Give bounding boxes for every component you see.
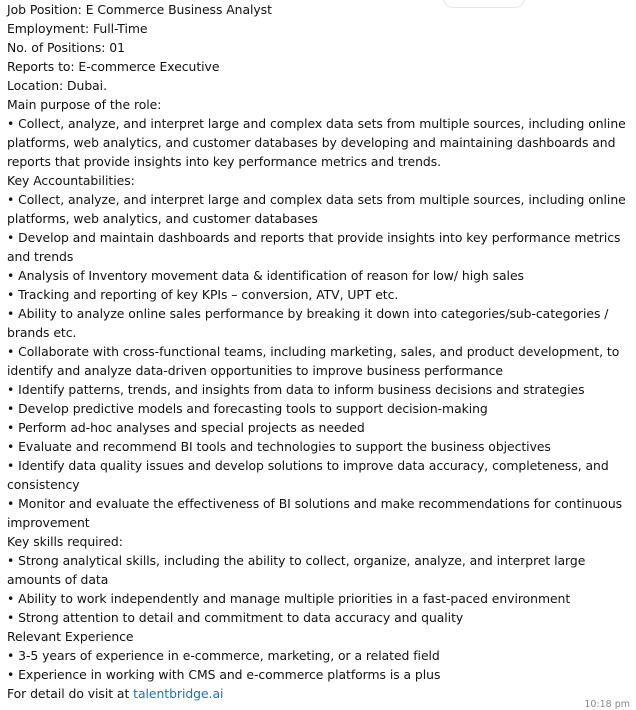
footer-prefix: For detail do visit at (7, 686, 134, 701)
footer-line (7, 684, 632, 703)
message-line: Reports to: E-commerce Executive (7, 59, 220, 74)
message-line: identify and analyze data-driven opportunities to improve business performance (7, 363, 503, 378)
message-line: • Analysis of Inventory movement data & identification of reason for low/ high sales (7, 268, 524, 283)
message-line: Location: Dubai. (7, 78, 107, 93)
message-line: consistency (7, 477, 80, 492)
message-line: • Tracking and reporting of key KPIs – conversion, ATV, UPT etc. (7, 287, 399, 302)
message-line: Main purpose of the role: (7, 97, 162, 112)
message-line: • Develop and maintain dashboards and reports that provide insights into key performance metrics (7, 230, 621, 245)
message-line: • Collect, analyze, and interpret large and complex data sets from multiple sources, including online (7, 192, 626, 207)
talentbridge-link[interactable]: talentbridge.ai (133, 686, 224, 701)
message-line: • Collaborate with cross-functional teams, including marketing, sales, and product development, to (7, 344, 620, 359)
message-line: • Collect, analyze, and interpret large and complex data sets from multiple sources, including online (7, 116, 626, 131)
message-line: platforms, web analytics, and customer databases by developing and maintaining dashboards and (7, 135, 616, 150)
message-line: • Strong analytical skills, including the ability to collect, organize, analyze, and interpret large (7, 553, 586, 568)
message-line: Key Accountabilities: (7, 173, 135, 188)
message-body (7, 0, 632, 703)
message-line: Job Position: E Commerce Business Analyst (7, 2, 272, 17)
message-line: • 3-5 years of experience in e-commerce, marketing, or a related field (7, 648, 440, 663)
message-line: • Experience in working with CMS and e-commerce platforms is a plus (7, 667, 441, 682)
message-line: • Perform ad-hoc analyses and special projects as needed (7, 420, 365, 435)
message-line: • Develop predictive models and forecasting tools to support decision-making (7, 401, 488, 416)
message-line: reports that provide insights into key performance metrics and trends. (7, 154, 442, 169)
message-line: brands etc. (7, 325, 77, 340)
message-line: • Ability to work independently and manage multiple priorities in a fast-paced environment (7, 591, 571, 606)
message-line: Employment: Full-Time (7, 21, 148, 36)
message-line: • Ability to analyze online sales performance by breaking it down into categories/sub-categories / (7, 306, 609, 321)
message-line: platforms, web analytics, and customer databases (7, 211, 318, 226)
message-line: • Identify data quality issues and develop solutions to improve data accuracy, completeness, and (7, 458, 609, 473)
message-timestamp: 10:18 pm (584, 699, 630, 710)
message-line: • Monitor and evaluate the effectiveness of BI solutions and make recommendations for continuous (7, 496, 623, 511)
message-line: • Evaluate and recommend BI tools and technologies to support the business objectives (7, 439, 551, 454)
message-line: • Strong attention to detail and commitment to data accuracy and quality (7, 610, 464, 625)
message-line: and trends (7, 249, 74, 264)
message-line: amounts of data (7, 572, 109, 587)
message-line: Relevant Experience (7, 629, 134, 644)
message-line: Key skills required: (7, 534, 123, 549)
message-line: No. of Positions: 01 (7, 40, 125, 55)
message-line: • Identify patterns, trends, and insights from data to inform business decisions and strategies (7, 382, 585, 397)
message-line: improvement (7, 515, 90, 530)
